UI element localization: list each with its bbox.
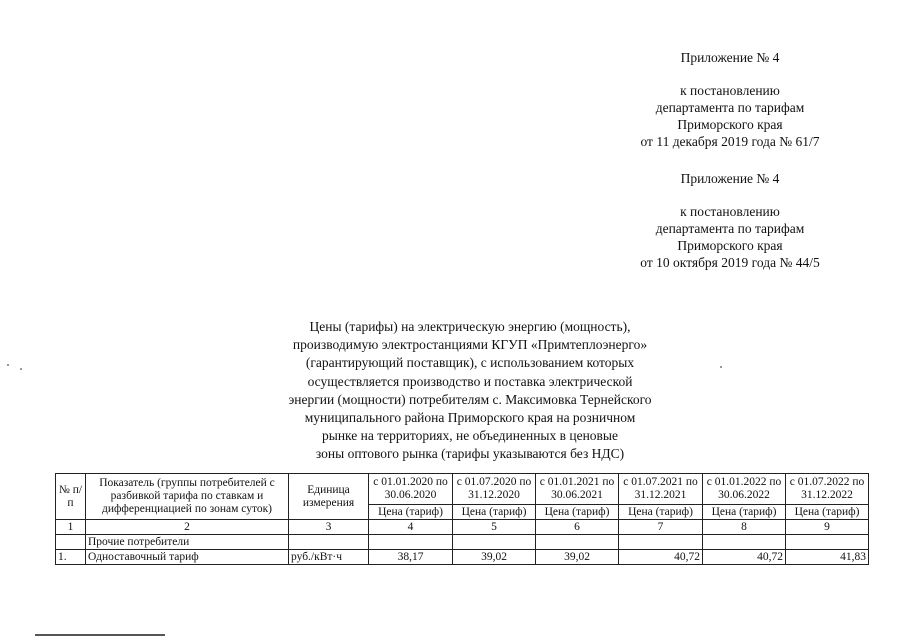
- row-num: 1.: [56, 550, 86, 565]
- header-period: с 01.07.2021 по 31.12.2021: [619, 474, 703, 505]
- empty-cell: [619, 535, 703, 550]
- title-line: Цены (тарифы) на электрическую энергию (мощность),: [309, 319, 631, 334]
- appendix-line: к постановлению: [680, 204, 780, 219]
- document-title: [200, 318, 740, 464]
- column-number: 1: [56, 520, 86, 535]
- empty-cell: [453, 535, 536, 550]
- title-line: (гарантирующий поставщик), с использованием которых: [305, 355, 635, 371]
- header-period: с 01.01.2022 по 30.06.2022: [703, 474, 786, 505]
- scan-edge-line: [35, 634, 165, 636]
- column-number: 5: [453, 520, 536, 535]
- empty-cell: [369, 535, 453, 550]
- header-price: Цена (тариф): [453, 505, 536, 520]
- row-value: 41,83: [786, 550, 869, 565]
- empty-cell: [703, 535, 786, 550]
- column-number: 2: [86, 520, 289, 535]
- header-price: Цена (тариф): [369, 505, 453, 520]
- header-indicator: Показатель (группы потребителей с разбивкой тарифа по ставкам и дифференциацией по зонам суток): [86, 474, 289, 520]
- header-period: с 01.01.2020 по 30.06.2020: [369, 474, 453, 505]
- table-row: [56, 550, 869, 565]
- column-number: 9: [786, 520, 869, 535]
- appendix-line: Приморского края: [677, 117, 783, 132]
- table-header-row: [56, 474, 869, 505]
- row-value: 39,02: [536, 550, 619, 565]
- header-price: Цена (тариф): [619, 505, 703, 520]
- appendix-current: [600, 49, 860, 150]
- column-number-row: [56, 520, 869, 535]
- empty-cell: [786, 535, 869, 550]
- header-price: Цена (тариф): [536, 505, 619, 520]
- appendix-line: к постановлению: [680, 83, 780, 98]
- column-number: 8: [703, 520, 786, 535]
- tariff-table: [55, 473, 869, 565]
- column-number: 6: [536, 520, 619, 535]
- header-price: Цена (тариф): [703, 505, 786, 520]
- title-line: зоны оптового рынка (тарифы указываются без НДС): [315, 446, 625, 462]
- empty-cell: [536, 535, 619, 550]
- group-row: [56, 535, 869, 550]
- header-period: с 01.07.2020 по 31.12.2020: [453, 474, 536, 505]
- group-num-cell: [56, 535, 86, 550]
- row-unit: руб./кВт·ч: [289, 550, 369, 565]
- row-value: 39,02: [453, 550, 536, 565]
- empty-cell: [289, 535, 369, 550]
- header-period: с 01.07.2022 по 31.12.2022: [786, 474, 869, 505]
- title-line: осуществляется производство и поставка электрической: [307, 373, 633, 389]
- appendix-line: от 10 октября 2019 года № 44/5: [640, 255, 820, 270]
- title-line: производимую электростанциями КГУП «Примтеплоэнерго»: [292, 337, 648, 353]
- header-num: № п/п: [56, 474, 86, 520]
- appendix-previous: [600, 170, 860, 271]
- appendix-line: от 11 декабря 2019 года № 61/7: [640, 134, 820, 149]
- appendix-line: Приморского края: [677, 238, 783, 253]
- row-indicator: Одноставочный тариф: [86, 550, 289, 565]
- title-line: рынке на территориях, не объединенных в ценовые: [322, 428, 618, 444]
- group-label: Прочие потребители: [86, 535, 289, 550]
- column-number: 4: [369, 520, 453, 535]
- title-line: энергии (мощности) потребителям с. Максимовка Тернейского: [288, 391, 652, 407]
- appendix-line: департамента по тарифам: [655, 221, 805, 236]
- header-price: Цена (тариф): [786, 505, 869, 520]
- row-value: 38,17: [369, 550, 453, 565]
- scan-speck: [20, 368, 22, 370]
- scan-speck: [7, 364, 9, 366]
- appendix-line: департамента по тарифам: [655, 100, 805, 115]
- appendix-number: Приложение № 4: [680, 50, 780, 65]
- column-number: 7: [619, 520, 703, 535]
- row-value: 40,72: [619, 550, 703, 565]
- header-unit: Единица измерения: [289, 474, 369, 520]
- appendix-number: Приложение № 4: [680, 171, 780, 186]
- scan-speck: [720, 366, 722, 368]
- row-value: 40,72: [703, 550, 786, 565]
- title-line: муниципального района Приморского края на розничном: [304, 410, 636, 426]
- column-number: 3: [289, 520, 369, 535]
- header-period: с 01.01.2021 по 30.06.2021: [536, 474, 619, 505]
